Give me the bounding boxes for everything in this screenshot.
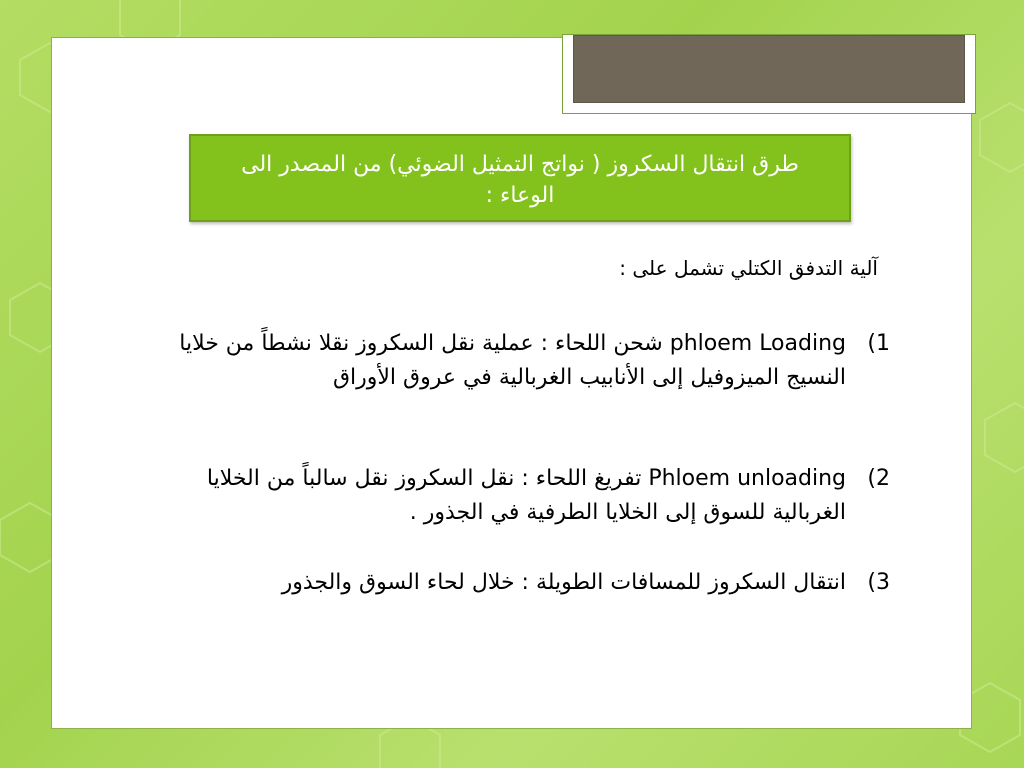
- photo-frame: [562, 34, 976, 114]
- list-item-body: انتقال السكروز للمسافات الطويلة : خلال لحاء السوق والجذور: [281, 570, 846, 595]
- list-item-1: [156, 327, 890, 395]
- slide-title-box: [189, 134, 851, 222]
- list-item-body: تفريغ اللحاء : نقل السكروز نقل سالباً من الخلايا الغربالية للسوق إلى الخلايا الطرفية في الجذور .: [206, 466, 846, 525]
- list-item-term: Phloem unloading: [648, 466, 846, 491]
- list-item-2: [136, 462, 890, 530]
- list-item-text: [136, 462, 846, 530]
- list-item-text: [156, 327, 846, 395]
- list-item-body: شحن اللحاء : عملية نقل السكروز نقلا نشطاً من خلايا النسيج الميزوفيل إلى الأنابيب الغربالية في عروق الأوراق: [179, 331, 846, 390]
- list-item-term: phloem Loading: [669, 331, 846, 356]
- list-item-number: 1): [867, 331, 890, 356]
- list-item-number: 2): [867, 466, 890, 491]
- slide-title: طرق انتقال السكروز ( نواتج التمثيل الضوئي) من المصدر الى الوعاء :: [241, 152, 799, 208]
- list-item-3: [126, 566, 890, 600]
- list-item-text: [126, 566, 846, 600]
- intro-text: آلية التدفق الكتلي تشمل على :: [619, 256, 878, 280]
- list-item-number: 3): [867, 570, 890, 595]
- header-photo: [573, 35, 965, 103]
